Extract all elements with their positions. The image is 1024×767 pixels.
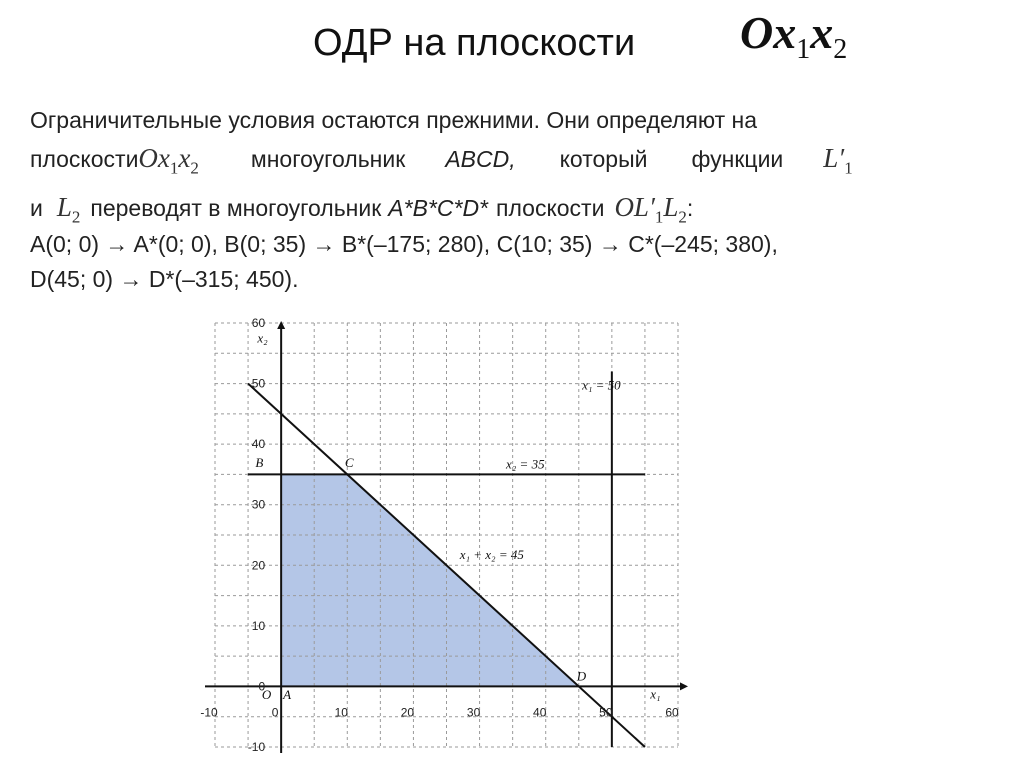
text-ploskosti: плоскости (30, 146, 139, 172)
vertex-label-o: O (261, 687, 272, 703)
x-axis-arrow (680, 682, 688, 690)
vertex-label-b: B (255, 455, 264, 471)
y-tick-label: 30 (251, 497, 266, 512)
y-axis-label: x₂ (257, 330, 268, 346)
paragraph-line-3: и $L_2$ переводят в многоугольник A*B*C*D* плоскости $OL'_1L_2$: (30, 192, 694, 227)
paragraph-line-5: D(45; 0) → D*(–315; 450). (30, 266, 299, 292)
vertex-label-c: C (344, 455, 354, 471)
text-funktsii: функции (691, 146, 784, 172)
text-mnogougolnik: многоугольник (250, 146, 406, 172)
text-kotoryi: который (559, 146, 648, 172)
vertex-label-a: A (283, 687, 292, 703)
vertex-label-d: D (576, 668, 587, 684)
y-tick-label: 0 (258, 679, 266, 694)
x-tick-label: 50 (599, 705, 613, 720)
y-axis-arrow (277, 321, 285, 329)
feasible-region-chart (200, 315, 700, 760)
text-ploskosti-2: плоскости (496, 195, 605, 221)
x-axis-label: x₁ (650, 686, 661, 702)
y-tick-label: 10 (251, 618, 266, 633)
math-l1prime: $L'_1$ (823, 143, 853, 178)
constraint-label-3: x₁ + x₂ = 45 (459, 547, 524, 563)
text-astar-bstar: A*B*C*D* (388, 195, 489, 221)
text-perevodyat: переводят в многоугольник (90, 195, 382, 221)
y-tick-label: -10 (247, 740, 266, 754)
x-tick-label: 0 (271, 705, 279, 720)
math-ol1l2: $OL'_1L_2$ (614, 192, 687, 227)
x-tick-label: 20 (400, 705, 415, 720)
y-tick-label: 50 (251, 376, 266, 391)
math-ox1x2: $Ox_1x_2$ (138, 143, 199, 178)
x-tick-label: 10 (334, 705, 348, 720)
paragraph-line-1: Ограничительные условия остаются прежними. Они определяют на (30, 107, 758, 133)
paragraph-line-2 (30, 143, 1015, 178)
y-tick-label: 40 (251, 437, 266, 452)
title-math-ox1x2: $Ox_1x_2$ (740, 7, 848, 66)
paragraph-line-4: A(0; 0) → A*(0; 0), B(0; 35) → B*(–175; 280), C(10; 35) → C*(–245; 380), (30, 231, 778, 257)
constraint-label-2: x₂ = 35 (506, 456, 545, 472)
x-tick-label: -10 (200, 705, 218, 720)
constraint-label-1: x₁ = 50 (582, 377, 621, 393)
x-tick-label: 40 (533, 705, 547, 720)
text-abcd: ABCD, (445, 146, 516, 172)
slide-title: ОДР на плоскости (313, 22, 636, 64)
feasible-region (281, 474, 579, 686)
math-l2: $L_2$ (56, 192, 81, 227)
x-tick-label: 30 (466, 705, 481, 720)
y-tick-label: 20 (251, 558, 266, 573)
text-i: и (30, 195, 43, 221)
y-tick-label: 60 (251, 316, 266, 330)
x-tick-label: 60 (665, 705, 679, 720)
